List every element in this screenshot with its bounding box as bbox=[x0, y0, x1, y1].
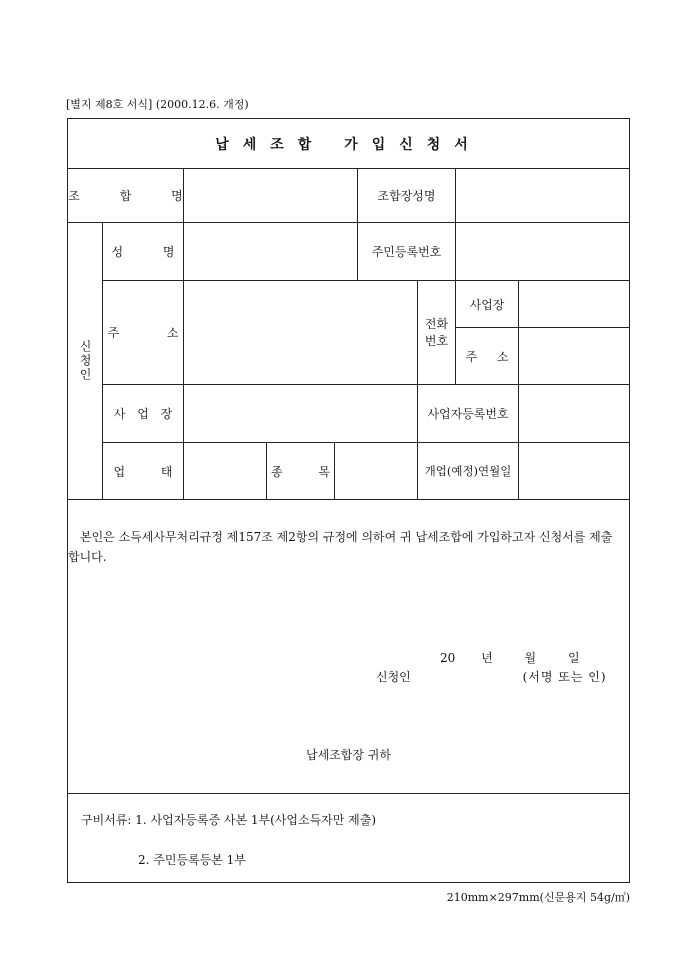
business-item-label: 종 목 bbox=[271, 464, 346, 479]
union-leader-name-input[interactable] bbox=[456, 169, 629, 222]
address-label: 주 소 bbox=[107, 326, 201, 340]
business-type-label: 업 태 bbox=[113, 464, 189, 479]
date-day-label: 일 bbox=[567, 651, 580, 665]
required-doc-item-2: 2. 주민등록등본 1부 bbox=[138, 853, 246, 867]
business-reg-number-input[interactable] bbox=[519, 385, 629, 442]
applicant-label: 신청인 bbox=[78, 340, 92, 382]
union-name-label: 조 합 명 bbox=[68, 189, 201, 203]
address-input[interactable] bbox=[184, 281, 417, 384]
opening-date-input[interactable] bbox=[519, 443, 629, 499]
application-form bbox=[67, 118, 630, 883]
form-title bbox=[68, 119, 629, 169]
resident-number-input[interactable] bbox=[456, 223, 629, 280]
required-docs-label: 구비서류: bbox=[81, 813, 132, 827]
resident-number-label: 주민등록번호 bbox=[371, 245, 442, 259]
date-line bbox=[440, 649, 580, 666]
required-docs-line-1 bbox=[81, 811, 376, 828]
opening-date-label: 개업(예정)연월일 bbox=[424, 464, 512, 478]
date-year-label: 년 bbox=[481, 651, 493, 665]
name-input[interactable] bbox=[184, 223, 357, 280]
signature-line bbox=[376, 668, 607, 685]
business-place-input[interactable] bbox=[184, 385, 417, 442]
application-statement: 본인은 소득세사무처리규정 제157조 제2항의 규정에 의하여 귀 납세조합에 가입하고자 신청서를 제출합니다. bbox=[68, 530, 613, 564]
phone-business-label: 사업장 bbox=[469, 297, 505, 312]
phone-home-label: 주 소 bbox=[465, 349, 517, 364]
union-leader-name-label: 조합장성명 bbox=[377, 189, 436, 203]
phone-label: 전화번호 bbox=[424, 316, 449, 348]
phone-business-input[interactable] bbox=[519, 281, 629, 327]
union-name-input[interactable] bbox=[184, 169, 357, 222]
business-type-input[interactable] bbox=[184, 443, 266, 499]
required-doc-item-1: 1. 사업자등록증 사본 1부(사업소득자만 제출) bbox=[135, 813, 377, 827]
business-place-label: 사 업 장 bbox=[113, 407, 177, 421]
form-number-note: [별지 제8호 서식] (2000.12.6. 개정) bbox=[66, 98, 249, 111]
business-reg-number-label: 사업자등록번호 bbox=[427, 407, 509, 421]
form-title-text: 납세조합 가입신청서 bbox=[215, 137, 482, 153]
date-year-prefix: 20 bbox=[440, 651, 456, 665]
business-item-input[interactable] bbox=[335, 443, 417, 499]
signature-label: 신청인 bbox=[376, 670, 411, 684]
name-label: 성 명 bbox=[111, 245, 193, 259]
phone-home-input[interactable] bbox=[519, 328, 629, 384]
paper-spec-note: 210mm×297mm(신문용지 54g/㎡) bbox=[446, 891, 630, 904]
addressee: 납세조합장 귀하 bbox=[306, 748, 391, 762]
signature-note: (서명 또는 인) bbox=[522, 670, 607, 684]
date-month-label: 월 bbox=[524, 651, 537, 665]
